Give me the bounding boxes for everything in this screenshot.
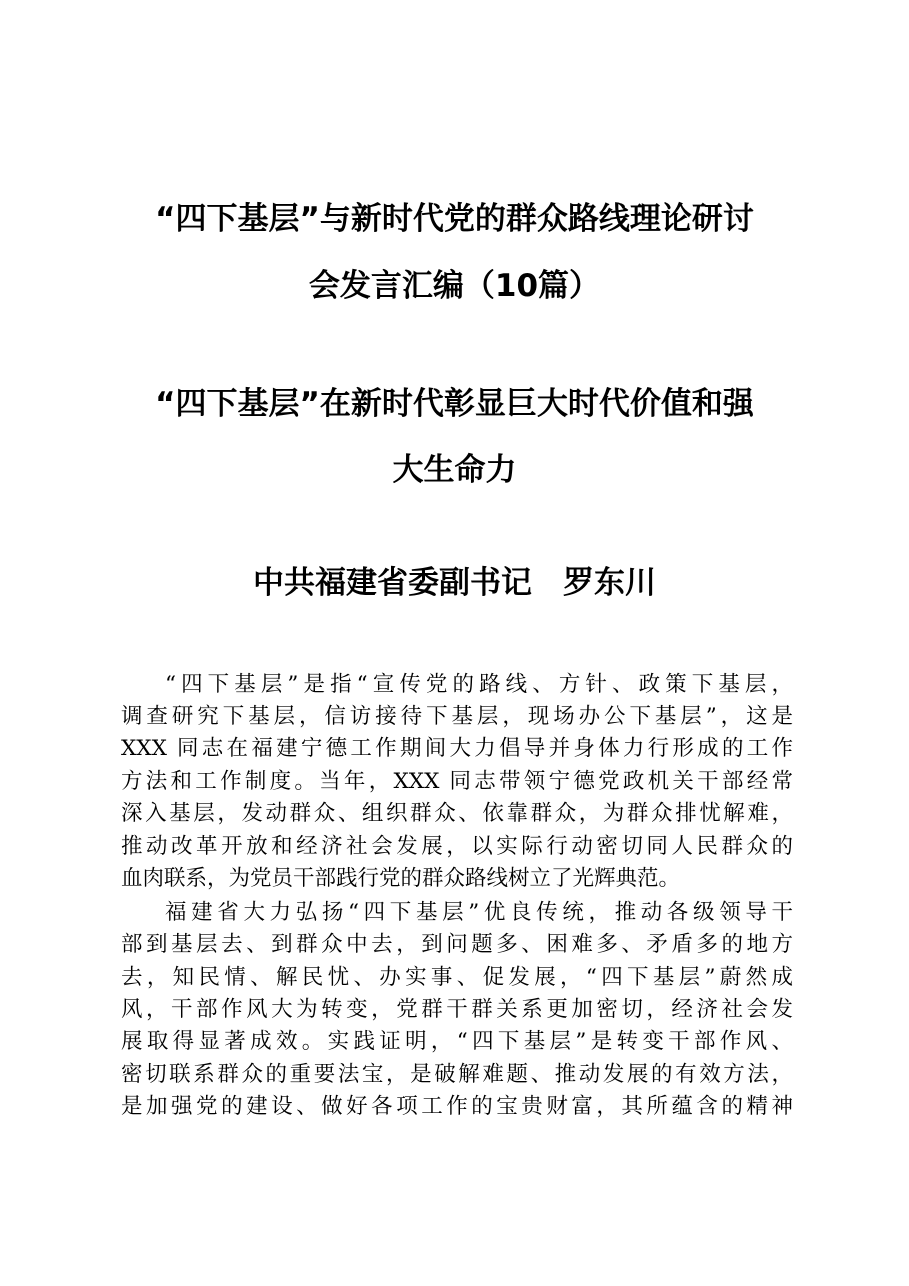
paragraph-line: 福建省大力弘扬“四下基层”优良传统，推动各级领导干 — [165, 900, 793, 925]
paragraph-line: 展取得显著成效。实践证明，“四下基层”是转变干部作风、 — [121, 1029, 793, 1054]
paragraph-line: XXX 同志在福建宁德工作期间大力倡导并身体力行形成的工作 — [121, 736, 793, 761]
paragraph-line: 部到基层去、到群众中去，到问题多、困难多、矛盾多的地方 — [121, 932, 793, 957]
paragraph-line: 调查研究下基层，信访接待下基层，现场办公下基层”，这是 — [121, 704, 793, 729]
paragraph-line: 去，知民情、解民忧、办实事、促发展，“四下基层”蔚然成 — [121, 965, 793, 990]
author-line: 中共福建省委副书记 罗东川 — [253, 565, 656, 601]
article-title-line-1: “四下基层”在新时代彰显巨大时代价值和强 — [155, 386, 754, 422]
paragraph-line: 密切联系群众的重要法宝，是破解难题、推动发展的有效方法， — [121, 1062, 793, 1087]
paragraph-line: 方法和工作制度。当年，XXX 同志带领宁德党政机关干部经常 — [121, 769, 793, 794]
document-title-line-1: “四下基层”与新时代党的群众路线理论研讨 — [155, 201, 754, 237]
document-title-line-2: 会发言汇编（10篇） — [308, 268, 601, 304]
paragraph-line: 深入基层，发动群众、组织群众、依靠群众，为群众排忧解难， — [121, 801, 793, 826]
paragraph-line: 是加强党的建设、做好各项工作的宝贵财富，其所蕴含的精神 — [121, 1094, 793, 1119]
article-title-line-2: 大生命力 — [392, 452, 517, 488]
paragraph-line: 推动改革开放和经济社会发展，以实际行动密切同人民群众的 — [121, 834, 793, 859]
paragraph-line: 风，干部作风大为转变，党群干群关系更加密切，经济社会发 — [121, 997, 793, 1022]
paragraph-line: “四下基层”是指“宣传党的路线、方针、政策下基层， — [165, 672, 793, 697]
paragraph-line: 血肉联系，为党员干部践行党的群众路线树立了光辉典范。 — [121, 866, 681, 891]
